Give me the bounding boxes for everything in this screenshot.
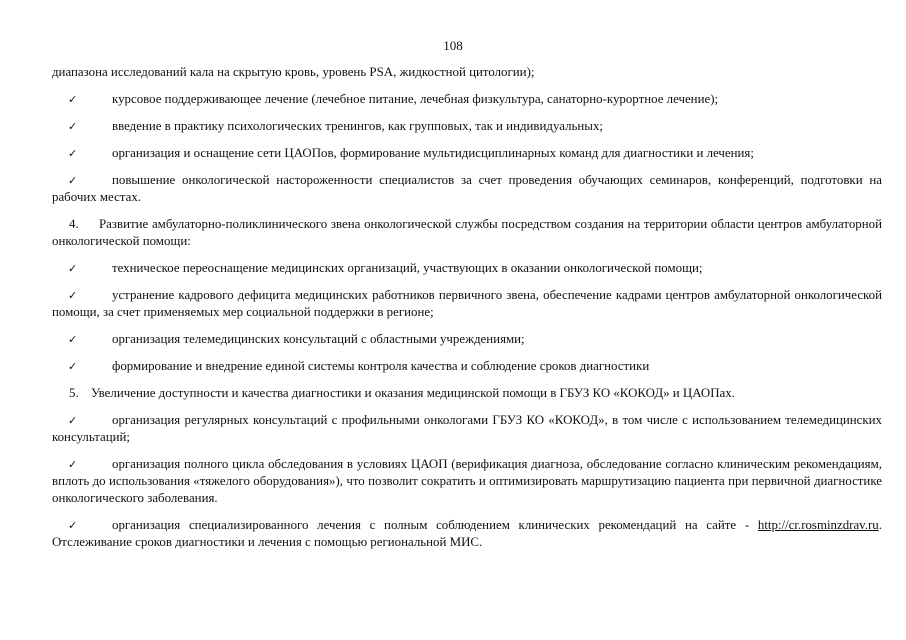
document-body xyxy=(52,64,882,561)
checkmark-icon: ✓ xyxy=(68,519,78,532)
checkmark-icon: ✓ xyxy=(68,147,78,160)
checkmark-icon: ✓ xyxy=(68,289,78,302)
check-item-text: организация регулярных консультаций с профильными онкологами ГБУЗ КО «КОКОД», в том числе с использованием телемедицинских консультаций; xyxy=(52,413,882,444)
item-number: 4. xyxy=(69,217,79,231)
check-item xyxy=(52,358,882,375)
rosminzdrav-link[interactable]: http://cr.rosminzdrav.ru xyxy=(757,518,879,532)
numbered-item-text: Развитие амбулаторно-поликлинического звена онкологической службы посредством создания на территории области центров амбулаторной онкологической помощи: xyxy=(52,217,882,248)
checkmark-icon: ✓ xyxy=(68,333,78,346)
check-item-text: устранение кадрового дефицита медицинских работников первичного звена, обеспечение кадрами центров амбулаторной онкологической помощи, за счет применяемых мер социальной поддержки в регионе; xyxy=(52,288,882,319)
check-item xyxy=(52,260,882,277)
numbered-item-4 xyxy=(52,216,882,250)
checkmark-icon: ✓ xyxy=(68,120,78,133)
check-item-text: введение в практику психологических тренингов, как групповых, так и индивидуальных; xyxy=(112,119,603,133)
check-item xyxy=(52,412,882,446)
check-item xyxy=(52,287,882,321)
numbered-item-text: Увеличение доступности и качества диагностики и оказания медицинской помощи в ГБУЗ КО «КОКОД» и ЦАОПах. xyxy=(91,386,735,400)
checkmark-icon: ✓ xyxy=(68,360,78,373)
check-item xyxy=(52,118,882,135)
paragraph-continuation: диапазона исследований кала на скрытую кровь, уровень PSA, жидкостной цитологии); xyxy=(52,65,535,79)
check-item-with-link xyxy=(52,517,882,551)
check-item xyxy=(52,172,882,206)
check-item xyxy=(52,331,882,348)
check-item-text: организация полного цикла обследования в условиях ЦАОП (верификация диагноза, обследование согласно клиническим рекомендациям, вплоть до использования «тяжелого оборудования»), что позволит сократить и оптимизировать маршрутизацию пациента при первичной диагностике онкологического заболевания. xyxy=(52,457,882,505)
check-item-text: организация и оснащение сети ЦАОПов, формирование мультидисциплинарных команд для диагностики и лечения; xyxy=(112,146,754,160)
check-item-text: формирование и внедрение единой системы контроля качества и соблюдение сроков диагностики xyxy=(112,359,650,373)
checkmark-icon: ✓ xyxy=(68,262,78,275)
check-item-text: повышение онкологической настороженности специалистов за счет проведения обучающих семинаров, конференций, подготовки на рабочих местах. xyxy=(52,173,882,204)
checkmark-icon: ✓ xyxy=(68,174,78,187)
page-number: 108 xyxy=(443,38,463,53)
checkmark-icon: ✓ xyxy=(68,93,78,106)
checkmark-icon: ✓ xyxy=(68,458,78,471)
numbered-item-5 xyxy=(52,385,882,402)
check-item-text: организация телемедицинских консультаций с областными учреждениями; xyxy=(112,332,525,346)
check-item xyxy=(52,145,882,162)
item-number: 5. xyxy=(69,386,79,400)
check-item-text: техническое переоснащение медицинских организаций, участвующих в оказании онкологической помощи; xyxy=(112,261,703,275)
checkmark-icon: ✓ xyxy=(68,414,78,427)
check-item xyxy=(52,91,882,108)
check-item xyxy=(52,456,882,507)
check-item-text: организация специализированного лечения с полным соблюдением клинических рекомендаций на сайте - xyxy=(112,518,750,532)
check-item-text: курсовое поддерживающее лечение (лечебное питание, лечебная физкультура, санаторно-курортное лечение); xyxy=(112,92,719,106)
check-item-text-after: . Отслеживание сроков диагностики и лечения с помощью региональной МИС. xyxy=(52,518,882,549)
